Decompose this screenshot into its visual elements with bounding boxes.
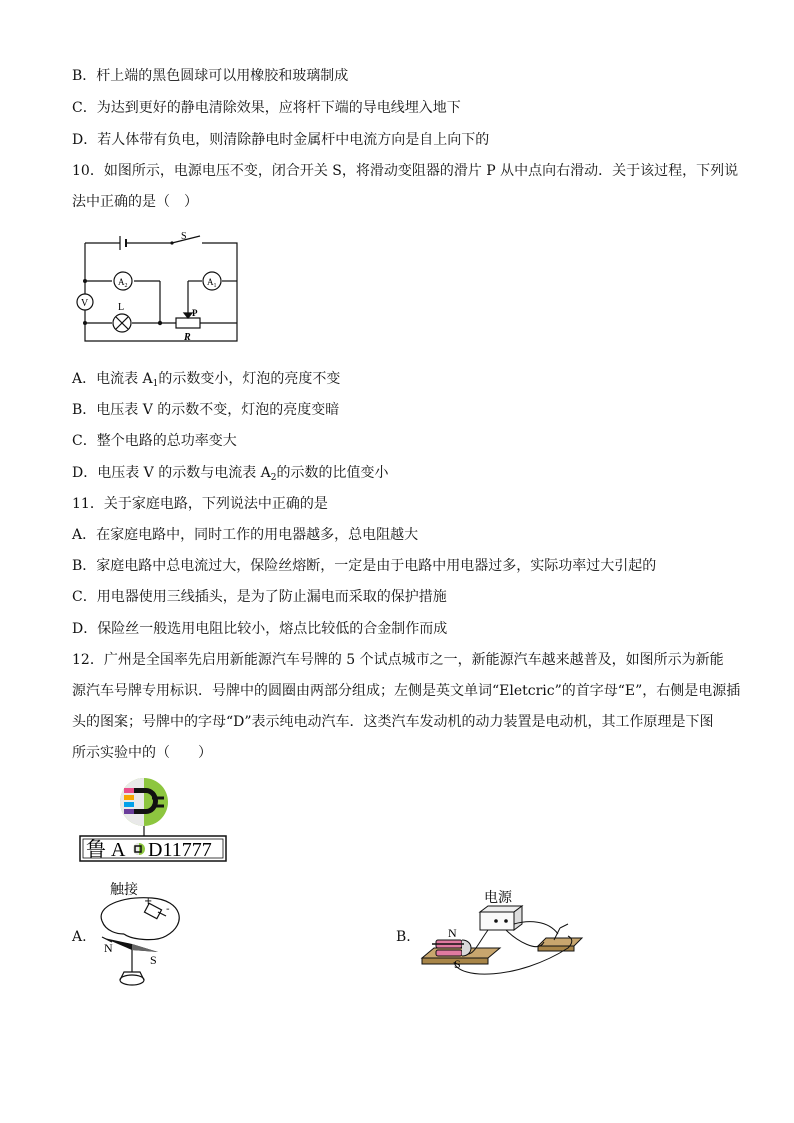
slider-label: P	[192, 308, 198, 318]
voltmeter-label: V	[81, 298, 89, 309]
q12-figure-b-motor	[418, 884, 588, 984]
q10-stem-line1: 10．如图所示，电源电压不变，闭合开关 S，将滑动变阻器的滑片 P 从中点向右滑动．关于该过程，下列说	[72, 163, 739, 179]
q9-option-d: D．若人体带有负电，则清除静电时金属杆中电流方向是自上向下的	[72, 132, 490, 148]
q10-circuit-diagram	[72, 228, 244, 346]
q10-option-b: B．电压表 V 的示数不变，灯泡的亮度变暗	[72, 402, 340, 418]
q11-option-d: D．保险丝一般选用电阻比较小，熔点比较低的合金制作而成	[72, 621, 448, 637]
q9-option-c: C．为达到更好的静电清除效果，应将杆下端的导电线埋入地下	[72, 100, 461, 116]
plate-letter: A	[111, 839, 126, 861]
switch-label: S	[181, 231, 187, 242]
q11-option-b: B．家庭电路中总电流过大，保险丝熔断，一定是由于电路中用电器过多，实际功率过大引起的	[72, 558, 657, 574]
fig-a-caption: 触接	[110, 882, 138, 898]
q12-figure-b-label: B.	[396, 929, 411, 945]
fig-a-plus: +	[144, 896, 153, 907]
q12-stem-line3: 头的图案；号牌中的字母“D”表示纯电动汽车．这类汽车发动机的动力装置是电动机，其工作原理是下图	[72, 714, 714, 730]
q11-option-a: A．在家庭电路中，同时工作的用电器越多，总电阻越大	[72, 527, 419, 543]
fig-b-caption: 电源	[484, 890, 512, 906]
fig-b-south: S	[454, 957, 461, 971]
ammeter-a1-label: $A_1$	[207, 277, 217, 289]
q11-stem: 11．关于家庭电路，下列说法中正确的是	[72, 496, 328, 512]
fig-b-north: N	[448, 926, 457, 940]
new-energy-emblem-icon	[120, 778, 168, 826]
q10-option-c: C．整个电路的总功率变大	[72, 433, 237, 449]
q12-stem-line1: 12．广州是全国率先启用新能源汽车号牌的 5 个试点城市之一，新能源汽车越来越普及，如图所示为新能	[72, 652, 724, 668]
fig-a-north: N	[104, 941, 113, 955]
new-energy-plate-figure	[78, 776, 230, 864]
fig-a-south: S	[150, 953, 157, 967]
lamp-label: L	[118, 302, 125, 313]
plate-number: D11777	[148, 839, 212, 861]
rheostat-label: R	[184, 332, 191, 343]
fig-a-minus: -	[166, 904, 170, 915]
q10-stem-line2: 法中正确的是（ ）	[72, 194, 198, 210]
q12-figure-a-oersted	[92, 876, 192, 990]
q9-option-b: B．杆上端的黑色圆球可以用橡胶和玻璃制成	[72, 68, 349, 84]
q12-stem-line4: 所示实验中的（ ）	[72, 745, 212, 761]
plate-province: 鲁	[86, 839, 106, 861]
q10-option-d: D．电压表 V 的示数与电流表 $A_2$的示数的比值变小	[72, 465, 389, 483]
q10-option-a: A．电流表 $A_1$的示数变小，灯泡的亮度不变	[72, 371, 341, 389]
q12-figure-a-label: A.	[72, 929, 87, 945]
q11-option-c: C．用电器使用三线插头，是为了防止漏电而采取的保护措施	[72, 589, 447, 605]
ammeter-a2-label: $A_2$	[118, 277, 128, 289]
q12-stem-line2: 源汽车号牌专用标识．号牌中的圆圈由两部分组成；左侧是英文单词“Eletcric”的首字母“E”，右侧是电源插	[72, 683, 741, 699]
